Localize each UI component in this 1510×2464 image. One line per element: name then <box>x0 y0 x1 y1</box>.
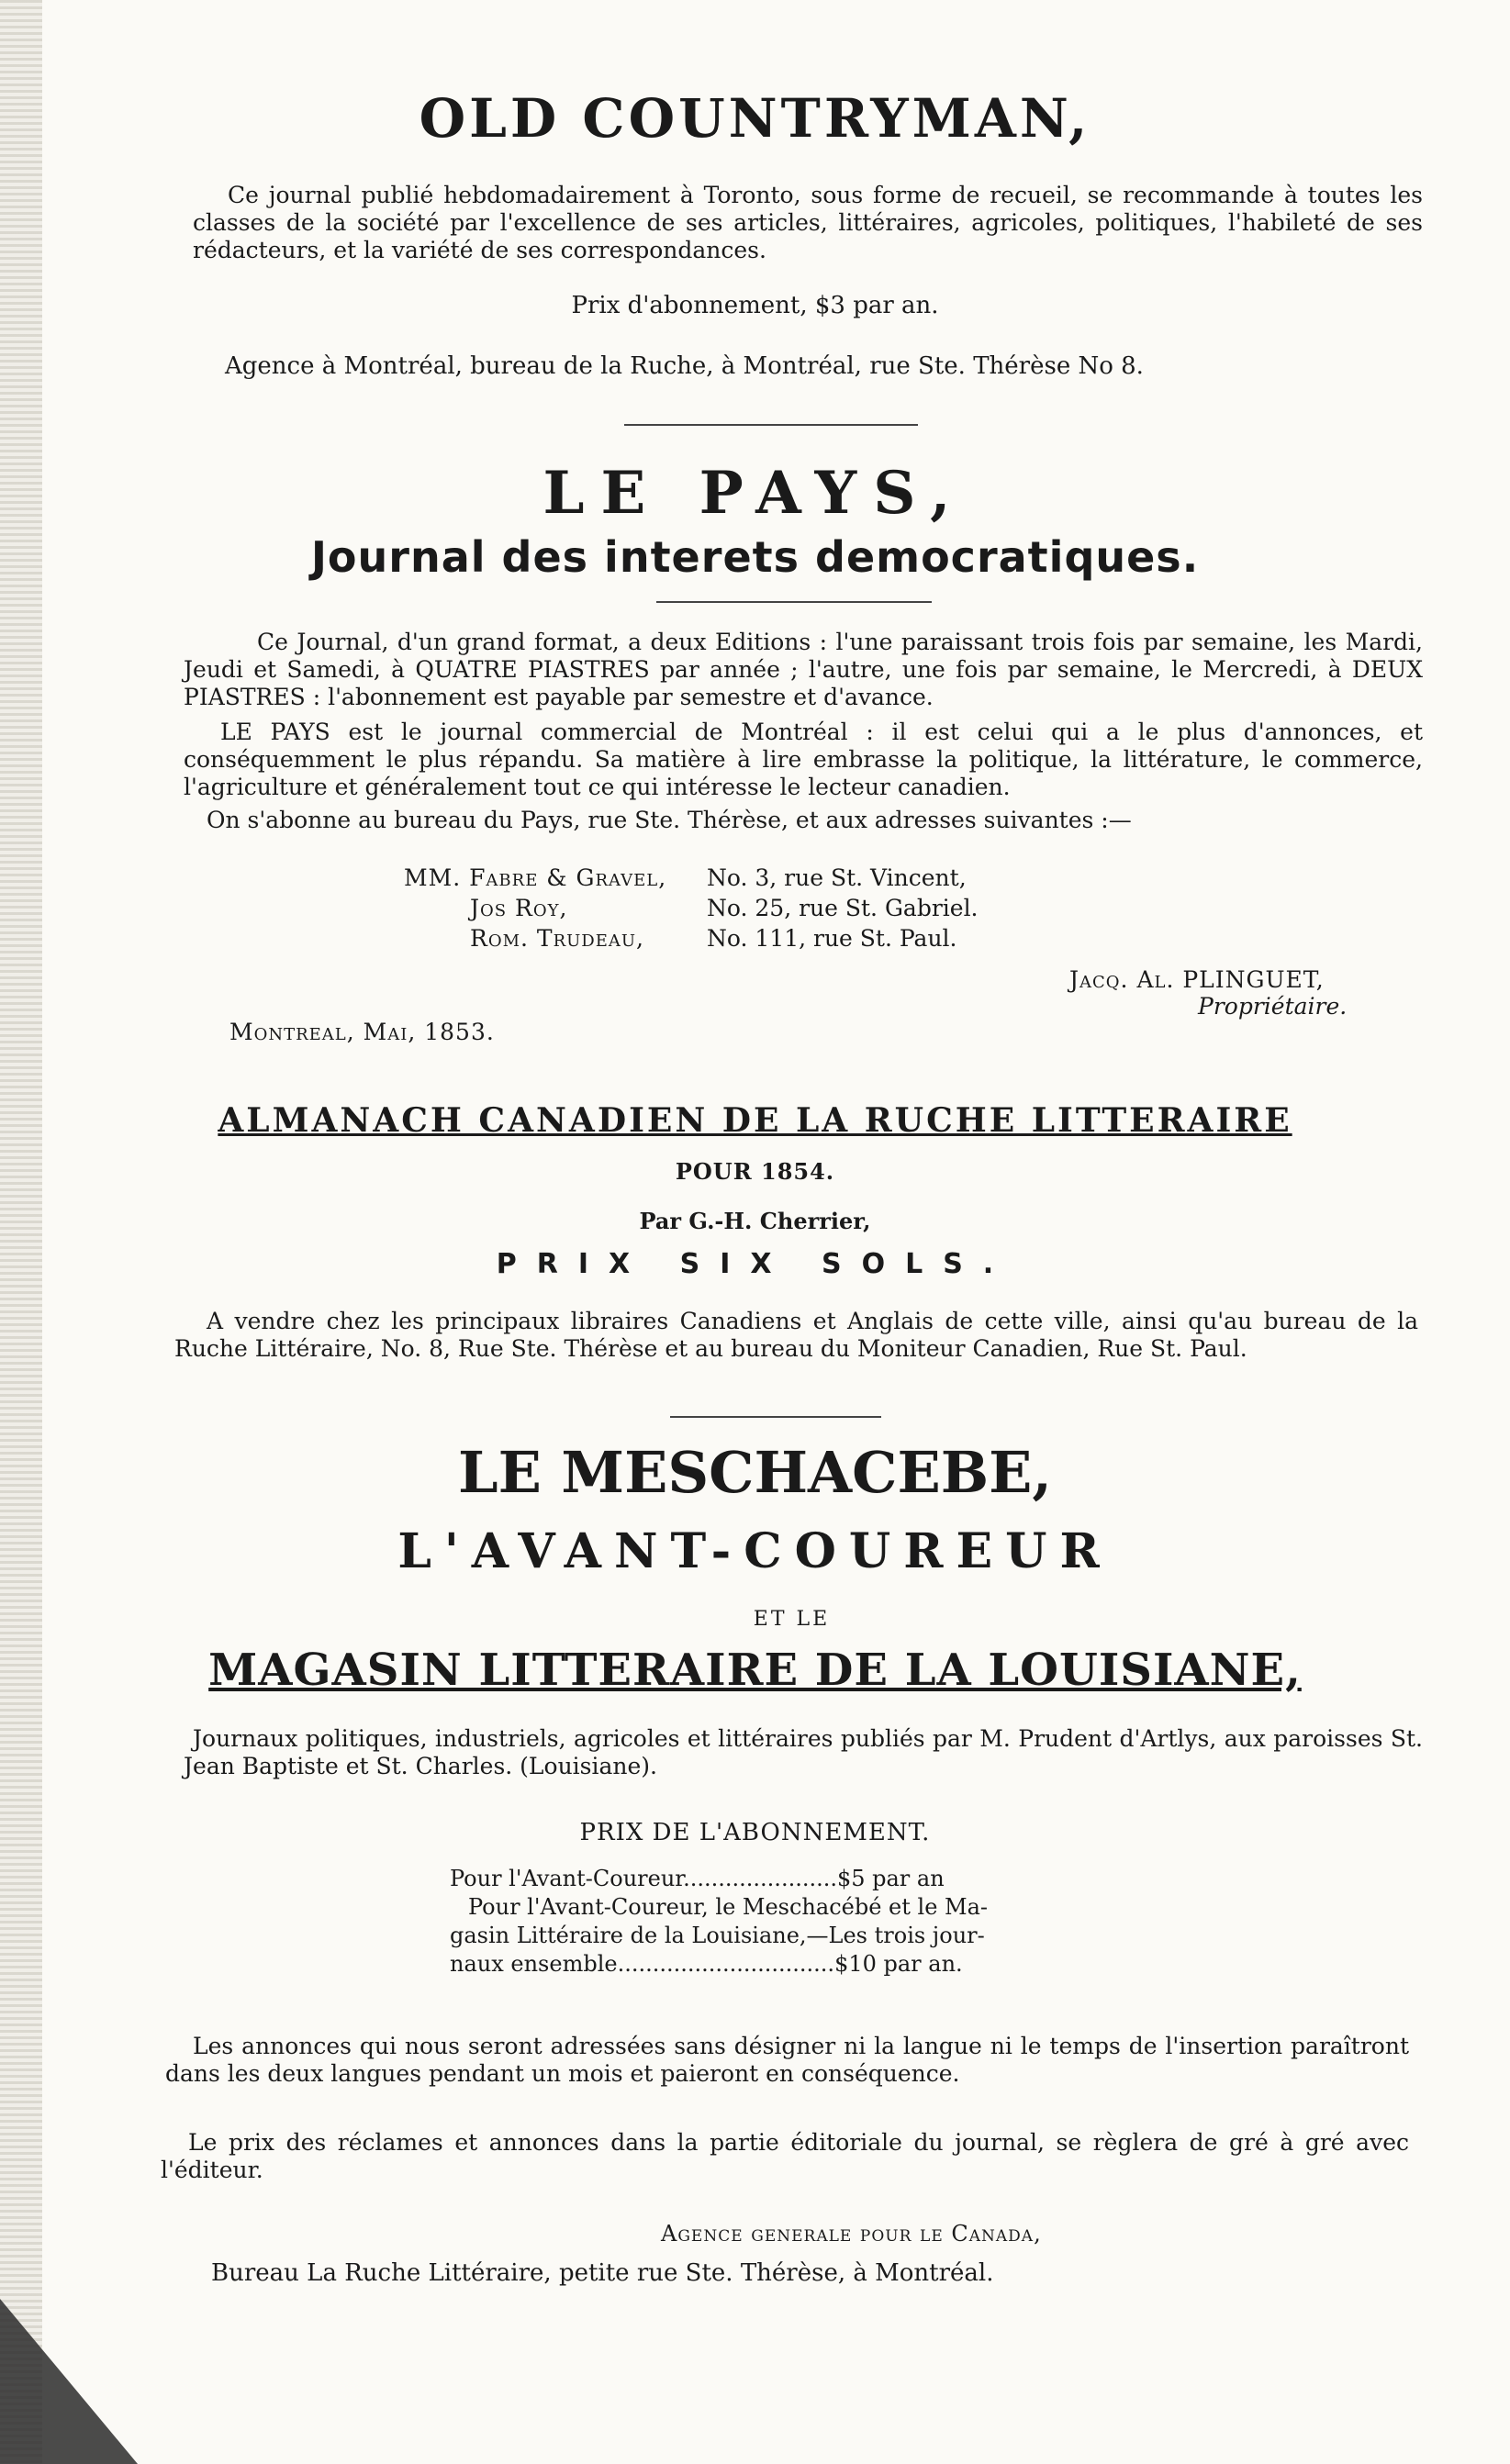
meschacebe-title: LE MESCHACEBE, <box>458 1439 1052 1506</box>
le-pays-dateline: Montreal, Mai, 1853. <box>229 1019 495 1045</box>
price-list: Pour l'Avant-Coureur......................$5 par an Pour l'Avant-Coureur, le Meschacébé et le Ma- gasin Littéraire de la Louisiane,—Les trois jour- naux ensemble...............................$10 par an. <box>450 1866 989 1977</box>
canada-agency: Agence generale pour le Canada, <box>661 2221 1042 2247</box>
le-pays-addresses <box>0 863 1510 953</box>
le-pays-subtitle: Journal des interets democratiques. <box>310 532 1200 582</box>
divider-1 <box>0 424 1510 426</box>
avant-coureur-title: L'AVANT-COUREUR <box>397 1523 1113 1579</box>
le-pays-proprietor: Jacq. Al. PLINGUET, Propriétaire. <box>1069 966 1348 1020</box>
le-pays-para-2: LE PAYS est le journal commercial de Montréal : il est celui qui a le plus d'annonces, et conséquemment le plus répandu. Sa matière à lire embrasse la politique, la littérature, le commerce, l'agriculture et généralement tout ce qui intéresse le lecteur canadien. <box>184 719 1423 800</box>
old-countryman-agency: Agence à Montréal, bureau de la Ruche, à Montréal, rue Ste. Thérèse No 8. <box>225 352 1144 380</box>
le-pays-para-1: Ce Journal, d'un grand format, a deux Editions : l'une paraissant trois fois par semaine, les Mardi, Jeudi et Samedi, à QUATRE PIASTRES par année ; l'autre, une fois par semaine, le Mercredi, à DEUX PIASTRES : l'abonnement est payable par semestre et d'avance. <box>184 629 1423 710</box>
address-row: Jos Roy, No. 25, rue St. Gabriel. <box>470 895 979 921</box>
almanach-price: PRIX SIX SOLS. <box>496 1248 1014 1280</box>
le-pays-title: LE PAYS, <box>542 459 968 528</box>
old-countryman-title: OLD COUNTRYMAN, <box>419 87 1091 150</box>
scan-corner-shadow <box>0 2299 138 2464</box>
almanach-year: POUR 1854. <box>675 1158 835 1185</box>
old-countryman-body <box>0 182 1510 264</box>
divider-2 <box>0 601 1510 603</box>
almanach-author: Par G.-H. Cherrier, <box>639 1208 871 1234</box>
old-countryman-price: Prix d'abonnement, $3 par an. <box>571 292 939 319</box>
almanach-title: ALMANACH CANADIEN DE LA RUCHE LITTERAIRE <box>218 1101 1292 1140</box>
le-pays-body <box>0 629 1510 834</box>
annonces-note: Les annonces qui nous seront adressées sans désigner ni la langue ni le temps de l'insertion paraîtront dans les deux langues pendant un mois et paieront en conséquence. <box>165 2033 1409 2087</box>
bureau-line: Bureau La Ruche Littéraire, petite rue Ste. Thérèse, à Montréal. <box>211 2259 994 2287</box>
reclames-note: Le prix des réclames et annonces dans la partie éditoriale du journal, se règlera de gré à gré avec l'éditeur. <box>161 2129 1409 2183</box>
magasin-title: MAGASIN LITTERAIRE DE LA LOUISIANE, <box>208 1645 1302 1696</box>
almanach-body: A vendre chez les principaux libraires Canadiens et Anglais de cette ville, ainsi qu'au bureau de la Ruche Littéraire, No. 8, Rue Ste. Thérèse et au bureau du Moniteur Canadien, Rue St. Paul. <box>174 1308 1418 1362</box>
meschacebe-intro: Journaux politiques, industriels, agricoles et littéraires publiés par M. Prudent d'Artlys, aux paroisses St. Jean Baptiste et St. Charles. (Louisiane). <box>184 1725 1423 1779</box>
address-row: Rom. Trudeau, No. 111, rue St. Paul. <box>470 925 957 952</box>
le-pays-para-3: On s'abonne au bureau du Pays, rue Ste. Thérèse, et aux adresses suivantes :— <box>207 807 1132 833</box>
et-le: ET LE <box>753 1608 831 1631</box>
address-row: MM. Fabre & Gravel, No. 3, rue St. Vincent, <box>404 864 967 891</box>
price-heading: PRIX DE L'ABONNEMENT. <box>579 1819 931 1846</box>
divider-3 <box>0 1416 1510 1418</box>
old-countryman-text: Ce journal publié hebdomadairement à Toronto, sous forme de recueil, se recommande à toutes les classes de la société par l'excellence de ses articles, littéraires, agricoles, politiques, l'habileté de ses rédacteurs, et la variété de ses correspondances. <box>193 182 1423 263</box>
